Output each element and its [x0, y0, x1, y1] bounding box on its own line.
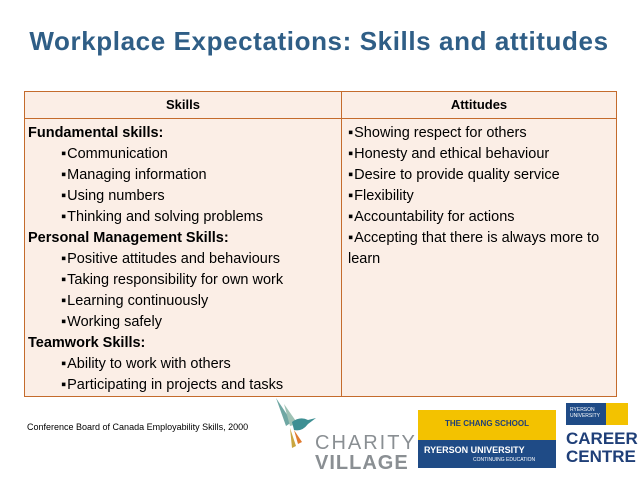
slide-title: Workplace Expectations: Skills and attitudes [29, 26, 609, 56]
skill-group-heading: Personal Management Skills: [28, 230, 229, 246]
charity-village-logo [272, 396, 417, 474]
skill-item: ▪ Communication [28, 144, 341, 165]
skill-item: ▪ Participating in projects and tasks [28, 375, 341, 396]
charity-word: CHARITY [315, 432, 417, 454]
skills-list [25, 119, 341, 396]
career-centre-logo: CAREER CENTRE [566, 429, 638, 466]
attitude-item: ▪ Flexibility [348, 186, 616, 207]
attitude-item: ▪ Accountability for actions [348, 207, 616, 228]
attitudes-list [342, 119, 616, 270]
skill-item: ▪ Learning continuously [28, 291, 341, 312]
attitude-item: ▪ Desire to provide quality service [348, 165, 616, 186]
skill-item: ▪ Working safely [28, 312, 341, 333]
skills-header: Skills [25, 92, 342, 119]
skill-group-heading: Teamwork Skills: [28, 335, 146, 351]
hummingbird-icon [272, 396, 318, 452]
chang-school-logo: THE CHANG SCHOOL [418, 410, 556, 440]
village-word: VILLAGE [315, 452, 409, 474]
skill-item: ▪ Using numbers [28, 186, 341, 207]
ryerson-gold-bar [606, 403, 628, 425]
attitudes-cell [342, 119, 616, 396]
ryerson-badge: RYERSON UNIVERSITY [566, 403, 606, 425]
ryerson-continuing-education-logo: RYERSON UNIVERSITY CONTINUING EDUCATION [418, 440, 556, 468]
skill-item: ▪ Ability to work with others [28, 354, 341, 375]
attitude-item: ▪ Honesty and ethical behaviour [348, 144, 616, 165]
skill-item: ▪ Thinking and solving problems [28, 207, 341, 228]
skills-cell [25, 119, 342, 396]
attitudes-header: Attitudes [342, 92, 616, 119]
source-footnote: Conference Board of Canada Employability Skills, 2000 [27, 422, 249, 432]
skills-attitudes-table [24, 91, 617, 397]
attitude-item: ▪ Showing respect for others [348, 123, 616, 144]
skill-item: ▪ Positive attitudes and behaviours [28, 249, 341, 270]
skill-group-heading: Fundamental skills: [28, 125, 164, 141]
attitude-item: ▪ Accepting that there is always more to learn [348, 228, 616, 270]
skill-item: ▪ Managing information [28, 165, 341, 186]
skill-item: ▪ Taking responsibility for own work [28, 270, 341, 291]
